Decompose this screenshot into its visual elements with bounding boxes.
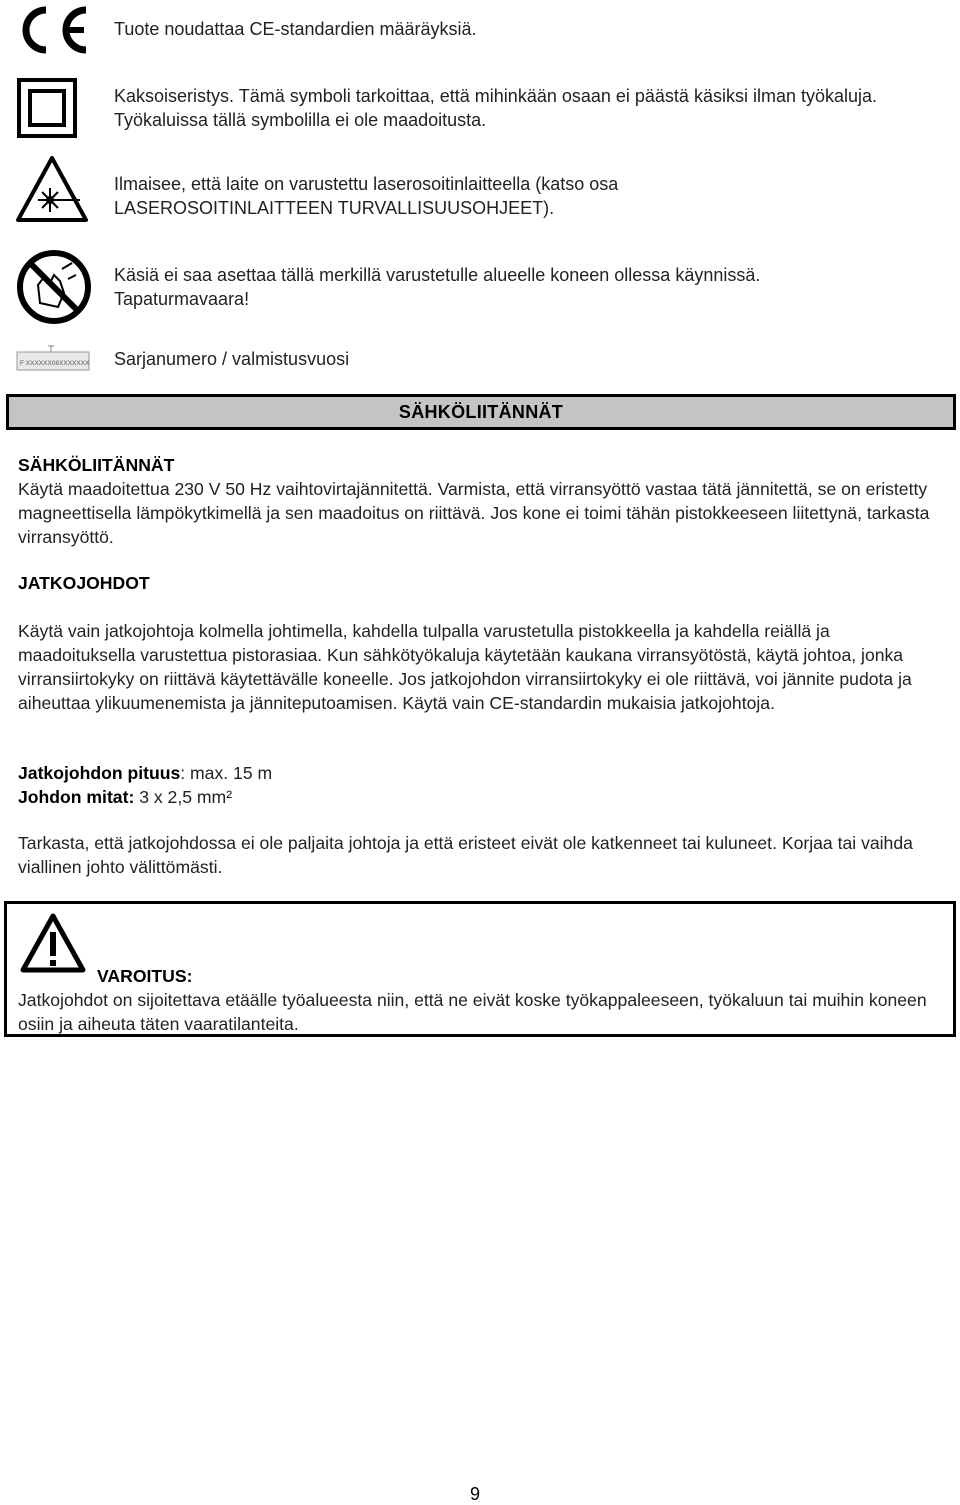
extension-heading: JATKOJOHDOT (18, 573, 150, 593)
cord-length-value: : max. 15 m (180, 763, 273, 783)
no-hands-icon (16, 249, 92, 330)
serial-plate-icon (16, 344, 90, 377)
laser-warning-icon (16, 154, 88, 229)
banner-title: SÄHKÖLIITÄNNÄT (398, 401, 564, 422)
warning-body: Jatkojohdot on sijoitettava etäälle työalueesta niin, että ne eivät koske työkappaleeseen, työkaluun tai muihin koneen osiin ja aiheuta täten vaaratilanteita. (18, 990, 927, 1034)
double-insulation-icon (16, 77, 78, 144)
page-number: 9 (470, 1484, 481, 1504)
electrical-heading: SÄHKÖLIITÄNNÄT (18, 455, 175, 475)
symbol-text-laser: Ilmaisee, että laite on varustettu laserosoitinlaitteella (katso osa LASEROSOITINLAITTEEN TURVALLISUUSOHJEET). (114, 174, 619, 218)
ce-mark-icon (16, 4, 92, 61)
warning-box (4, 901, 956, 1037)
cord-length-label: Jatkojohdon pituus (18, 763, 181, 783)
extension-body: Käytä vain jatkojohtoja kolmella johtimella, kahdella tulpalla varustetulla pistokkeella ja kahdella reiällä ja maadoituksella varustettua pistorasiaa. Kun sähkötyökaluja käytetään kaukana virransyötöstä, käytä johtoa, jonka virransiirtokyky on riittävä käytettävälle koneelle. Jos jatkojohdon virransiirtokyky ei ole riittävä, voi jännite pudota ja aiheuttaa ylikuumenemista ja jänniteputoamisen. Käytä vain CE-standardin mukaisia jatkojohtoja. (18, 621, 912, 713)
cord-size-label: Johdon mitat: (18, 787, 135, 807)
cord-check-text: Tarkasta, että jatkojohdossa ei ole paljaita johtoja ja että eristeet eivät ole katkenneet tai kuluneet. Korjaa tai vaihda viallinen johto välittömästi. (18, 833, 913, 877)
warning-title: VAROITUS: (97, 966, 193, 986)
symbol-text-no-hands: Käsiä ei saa asettaa tällä merkillä varustetulle alueelle koneen ollessa käynnissä. Tapaturmavaara! (114, 265, 761, 309)
symbol-text-serial: Sarjanumero / valmistusvuosi (114, 349, 350, 369)
electrical-body: Käytä maadoitettua 230 V 50 Hz vaihtovirtajännitettä. Varmista, että virransyöttö vastaa tätä jännitettä, se on eristetty magneettisella lämpökytkimellä ja sen maadoitus on riittävä. Jos kone ei toimi tähän pistokkeeseen liitettynä, tarkasta virransyöttö. (18, 479, 930, 547)
cord-size-line (18, 785, 948, 809)
symbol-text-ce: Tuote noudattaa CE-standardien määräyksiä. (114, 19, 477, 39)
cord-length-line (18, 761, 948, 785)
section-banner (6, 394, 956, 430)
symbol-text-double-insulation: Kaksoiseristys. Tämä symboli tarkoittaa, että mihinkään osaan ei päästä käsiksi ilman työkaluja. Työkaluissa tällä symbolilla ei ole maadoitusta. (114, 86, 878, 130)
cord-size-value: 3 x 2,5 mm² (134, 787, 233, 807)
serial-plate-text: F XXXXXX08XXXXXXX (20, 360, 90, 367)
warning-triangle-icon (19, 912, 87, 979)
